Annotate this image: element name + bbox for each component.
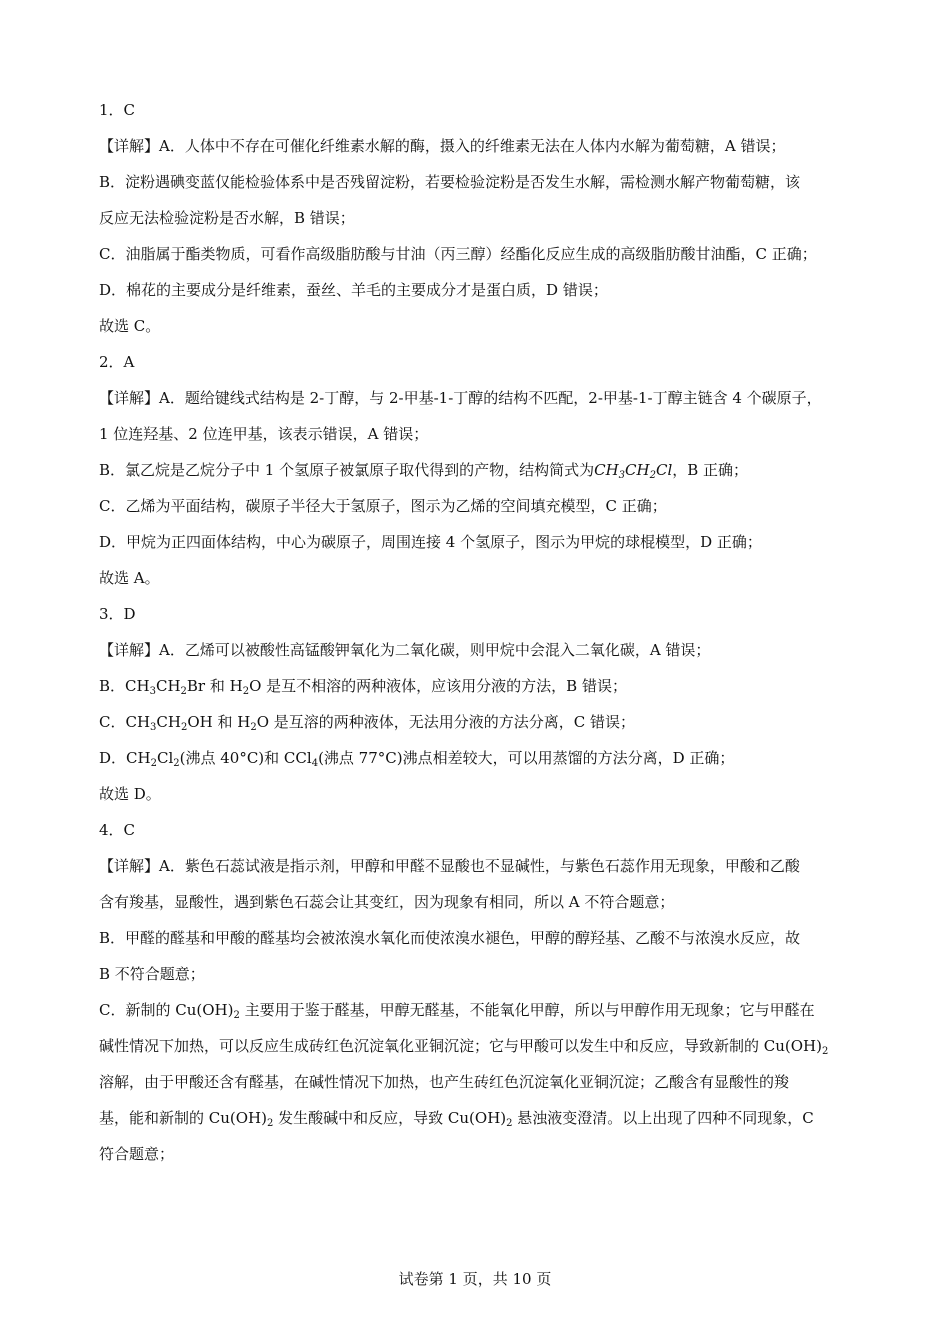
q1-line: D．棉花的主要成分是纤维素，蚕丝、羊毛的主要成分才是蛋白质，D 错误； (99, 281, 608, 299)
q4-line: 【详解】A．紫色石蕊试液是指示剂，甲醇和甲醛不显酸也不显碱性，与紫色石蕊作用无现象，甲酸和乙酸 (99, 857, 800, 875)
q1-number: 1．C (99, 101, 136, 119)
q3-line-b: B．$CH_3CH_2Br$ 和 $H_2O$ 是互不相溶的两种液体，应该用分液的方法，B 错误； (99, 677, 627, 697)
q4-line: B 不符合题意； (99, 965, 205, 983)
q4-line: B．甲醛的醛基和甲酸的醛基均会被浓溴水氧化而使浓溴水褪色，甲醇的醇羟基、乙酸不与浓溴水反应，故 (99, 929, 801, 947)
q1-line: C．油脂属于酯类物质，可看作高级脂肪酸与甘油（丙三醇）经酯化反应生成的高级脂肪酸甘油酯，C 正确； (99, 245, 817, 263)
q4-line: 含有羧基，显酸性，遇到紫色石蕊会让其变红，因为现象有相同，所以 A 不符合题意； (99, 893, 675, 911)
q4-number: 4．C (99, 821, 136, 839)
q2-line: 【详解】A．题给键线式结构是 2-丁醇，与 2-甲基-1-丁醇的结构不匹配，2-甲基-1-丁醇主链含 4 个碳原子， (99, 389, 822, 407)
chloroethane-formula: $CH_3CH_2Cl$ (594, 461, 673, 481)
q1-line: B．淀粉遇碘变蓝仅能检验体系中是否残留淀粉，若要检验淀粉是否发生水解，需检测水解产物葡萄糖，该 (99, 173, 801, 191)
q4-line-c3: 溶解，由于甲酸还含有醛基，在碱性情况下加热，也产生砖红色沉淀氧化亚铜沉淀；乙酸含有显酸性的羧 (99, 1073, 790, 1091)
q1-line: 故选 C。 (99, 317, 161, 335)
page-footer: 试卷第 1 页，共 10 页 (398, 1270, 552, 1288)
document-body (99, 92, 869, 1172)
q4-line-c4: 基，能和新制的 $Cu(OH)_2$ 发生酸碱中和反应，导致 $Cu(OH)_2$ 悬浊液变澄清。以上出现了四种不同现象，C (99, 1109, 814, 1129)
q4-line-c2: 碱性情况下加热，可以反应生成砖红色沉淀氧化亚铜沉淀；它与甲酸可以发生中和反应，导致新制的 $Cu(OH)_2$ (99, 1037, 829, 1057)
q3-number: 3．D (99, 605, 136, 623)
q2-line-b (99, 452, 869, 488)
q1-line: 【详解】A．人体中不存在可催化纤维素水解的酶，摄入的纤维素无法在人体内水解为葡萄糖，A 错误； (99, 137, 786, 155)
q2-number: 2．A (99, 353, 135, 371)
q2-line: 故选 A。 (99, 569, 160, 587)
q3-line-c: C．$CH_3CH_2OH$ 和 $H_2O$ 是互溶的两种液体，无法用分液的方法分离，C 错误； (99, 713, 636, 733)
q4-line-c1: C．新制的 $Cu(OH)_2$ 主要用于鉴于醛基，甲醇无醛基，不能氧化甲醇，所以与甲醇作用无现象；它与甲醛在 (99, 1001, 815, 1021)
q2-line: C．乙烯为平面结构，碳原子半径大于氢原子，图示为乙烯的空间填充模型，C 正确； (99, 497, 667, 515)
q2-b-tail: ，B 正确； (672, 461, 749, 479)
q3-line-a: 【详解】A．乙烯可以被酸性高锰酸钾氧化为二氧化碳，则甲烷中会混入二氧化碳，A 错误； (99, 641, 711, 659)
q3-line-d: D．$CH_2Cl_2$(沸点 40°C)和 CCl$_4$(沸点 77°C)沸点相差较大，可以用蒸馏的方法分离，D 正确； (99, 749, 735, 769)
q1-line: 反应无法检验淀粉是否水解，B 错误； (99, 209, 355, 227)
q2-b-text: B．氯乙烷是乙烷分子中 1 个氢原子被氯原子取代得到的产物，结构简式为 (99, 461, 595, 479)
q3-line-end: 故选 D。 (99, 785, 161, 803)
q4-line-c5: 符合题意； (99, 1145, 175, 1163)
q2-line: 1 位连羟基、2 位连甲基，该表示错误，A 错误； (99, 425, 429, 443)
q2-line: D．甲烷为正四面体结构，中心为碳原子，周围连接 4 个氢原子，图示为甲烷的球棍模型，D 正确； (99, 533, 762, 551)
